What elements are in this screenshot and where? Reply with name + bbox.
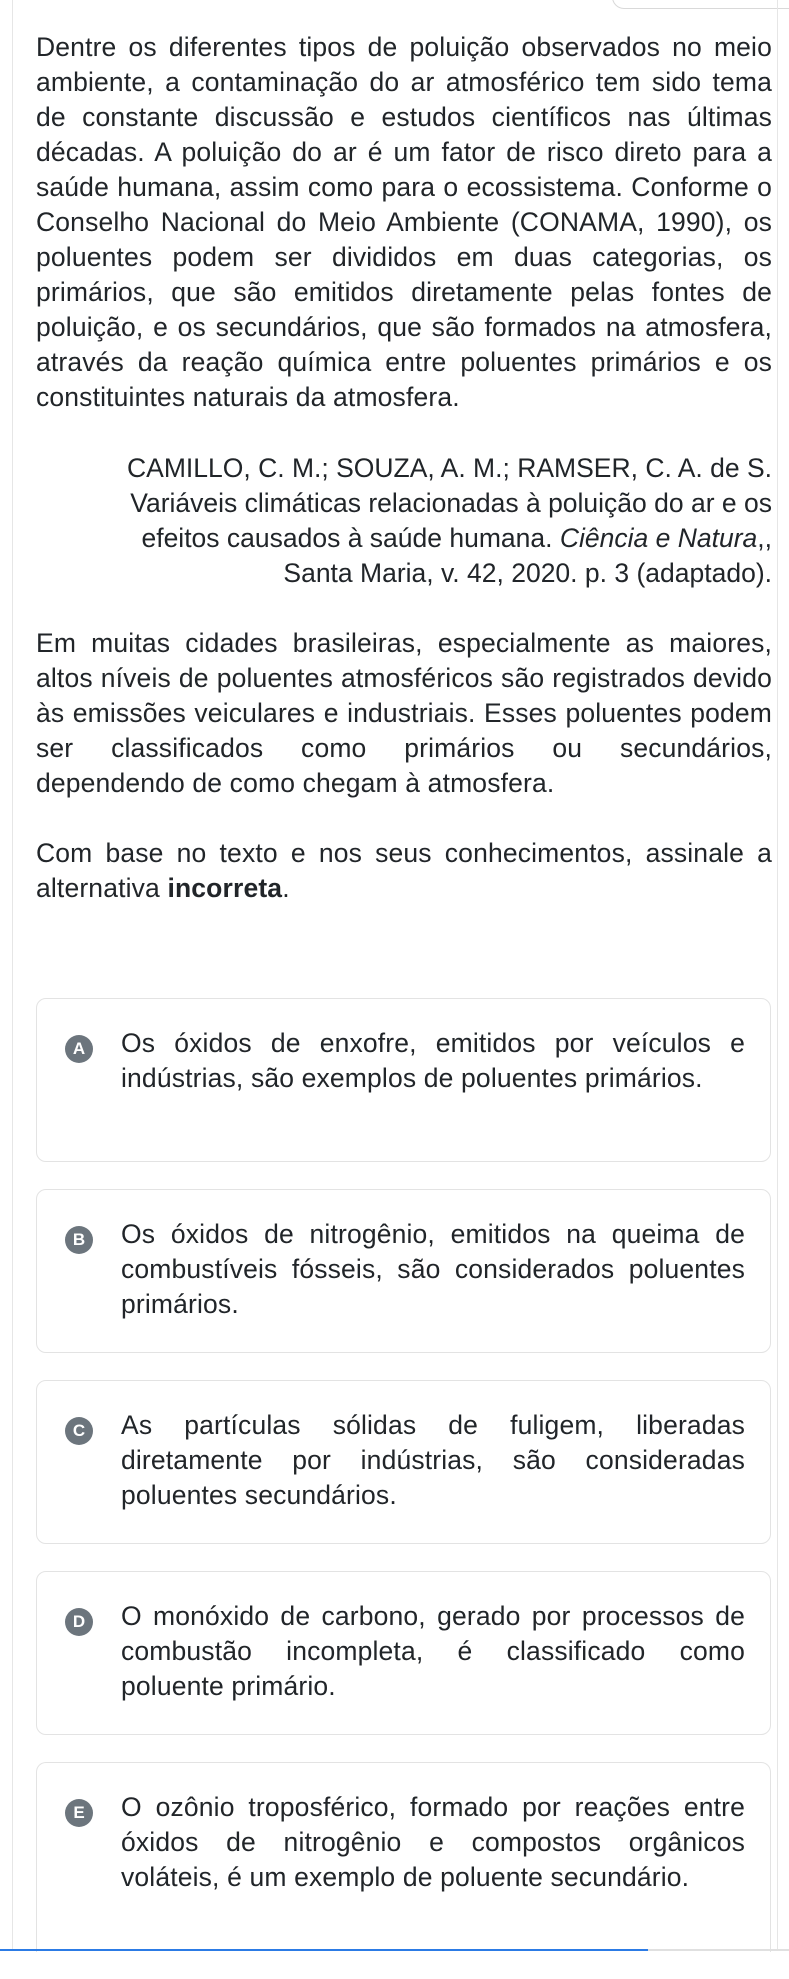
option-text[interactable]: O ozônio troposférico, formado por reações entre óxidos de nitrogênio e compostos orgânicos voláteis, é um exemplo de poluente secundário. [121, 1792, 745, 1892]
passage-paragraph-2: Em muitas cidades brasileiras, especialmente as maiores, altos níveis de poluentes atmosféricos são registrados devido às emissões veiculares e industriais. Esses poluentes podem ser classificados como primários ou secundários, dependendo de como chegam à atmosfera. [36, 628, 772, 798]
question-statement [36, 30, 772, 906]
option-text[interactable]: Os óxidos de enxofre, emitidos por veículos e indústrias, são exemplos de poluentes primários. [121, 1028, 745, 1093]
citation-line-4: Santa Maria, v. 42, 2020. p. 3 (adaptado). [283, 558, 772, 588]
option-e[interactable] [36, 1762, 771, 1952]
command-emphasis: incorreta [167, 873, 283, 903]
answer-options [36, 998, 771, 1979]
option-text[interactable]: As partículas sólidas de fuligem, liberadas diretamente por indústrias, são consideradas poluentes secundários. [121, 1410, 745, 1510]
passage-paragraph-1: Dentre os diferentes tipos de poluição observados no meio ambiente, a contaminação do ar atmosférico tem sido tema de constante discussão e estudos científicos nas últimas décadas. A poluição do ar é um fator de risco direto para a saúde humana, assim como para o ecossistema. Conforme o Conselho Nacional do Meio Ambiente (CONAMA, 1990), os poluentes podem ser divididos em duas categorias, os primários, que são emitidos diretamente pelas fontes de poluição, e os secundários, que são formados na atmosfera, através da reação química entre poluentes primários e os constituintes naturais da atmosfera. [36, 32, 772, 412]
citation-line-1: CAMILLO, C. M.; SOUZA, A. M.; RAMSER, C. A. de S. [127, 453, 772, 483]
option-letter-badge[interactable]: C [65, 1417, 93, 1445]
citation-line-2: Variáveis climáticas relacionadas à poluição do ar e os [130, 488, 772, 518]
option-d[interactable] [36, 1571, 771, 1735]
citation-journal: Ciência e Natura [559, 523, 758, 553]
option-letter-badge[interactable]: A [65, 1035, 93, 1063]
command-text: Com base no texto e nos seus conhecimentos, assinale a alternativa [36, 838, 772, 903]
citation-title: efeitos causados à saúde humana. [141, 523, 560, 553]
option-letter-badge[interactable]: D [65, 1608, 93, 1636]
citation-punctuation: ,, [757, 523, 772, 553]
option-text[interactable]: O monóxido de carbono, gerado por processos de combustão incompleta, é classificado como poluente primário. [121, 1601, 745, 1701]
option-a[interactable] [36, 998, 771, 1162]
option-c[interactable] [36, 1380, 771, 1544]
command-period: . [282, 873, 290, 903]
option-text[interactable]: Os óxidos de nitrogênio, emitidos na queima de combustíveis fósseis, são considerados poluentes primários. [121, 1219, 745, 1319]
option-letter-badge[interactable]: E [65, 1799, 93, 1827]
question-command [36, 836, 772, 906]
citation-line-3 [36, 521, 772, 556]
option-b[interactable] [36, 1189, 771, 1353]
option-letter-badge[interactable]: B [65, 1226, 93, 1254]
citation [36, 451, 772, 591]
progress-bar [0, 1949, 648, 1951]
